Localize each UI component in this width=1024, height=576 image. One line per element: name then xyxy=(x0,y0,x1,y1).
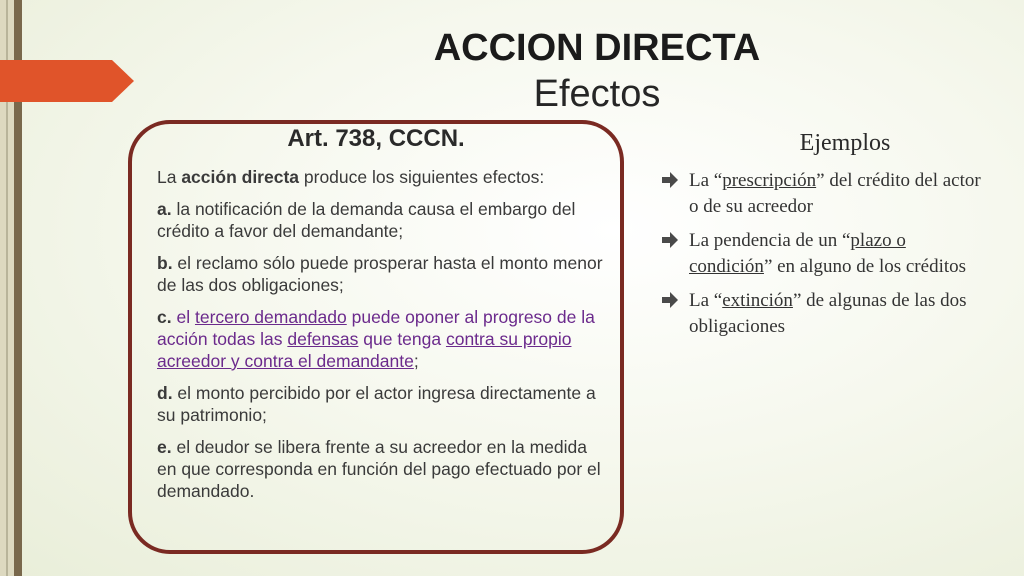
article-intro xyxy=(157,166,609,188)
bullet-underlined: prescripción xyxy=(722,170,817,191)
item-d xyxy=(157,382,609,426)
item-text: ; xyxy=(413,351,419,371)
item-letter: c. xyxy=(157,307,172,327)
article-heading: Art. 738, CCCN. xyxy=(287,125,465,152)
bullet-text: La pendencia de un “ xyxy=(689,230,851,251)
item-text: el reclamo sólo puede prosperar hasta el monto menor de las dos obligaciones; xyxy=(157,253,603,295)
article-body xyxy=(157,166,609,512)
link-tercero-demandado[interactable]: tercero demandado xyxy=(194,307,347,327)
bullet-underlined: extinción xyxy=(722,290,793,311)
bullet-underlined: plazo o condición xyxy=(689,230,906,277)
item-text: la notificación de la demanda causa el embargo del crédito a favor del demandante; xyxy=(157,199,576,241)
arrow-right-icon xyxy=(662,171,678,189)
item-c xyxy=(157,306,609,372)
arrow-right-icon xyxy=(662,291,678,309)
item-text: el deudor se libera frente a su acreedor en la medida en que corresponda en función del pago efectuado por el demandado. xyxy=(157,437,601,501)
list-item xyxy=(662,288,992,340)
list-item xyxy=(662,228,992,280)
slide-title: ACCION DIRECTA xyxy=(433,27,761,69)
item-text: puede oponer al progreso de la acción todas las xyxy=(157,307,595,349)
item-b xyxy=(157,252,609,296)
item-a xyxy=(157,198,609,242)
link-defensas[interactable]: defensas xyxy=(287,329,359,349)
intro-suffix: produce los siguientes efectos: xyxy=(299,167,545,187)
examples-list xyxy=(662,168,992,348)
bullet-text: ” de algunas de las dos obligaciones xyxy=(689,290,967,337)
item-e xyxy=(157,436,609,502)
slide-subtitle: Efectos xyxy=(533,73,661,115)
list-item xyxy=(662,168,992,220)
arrow-right-icon xyxy=(662,231,678,249)
item-letter: b. xyxy=(157,253,173,273)
bullet-text: ” en alguno de los créditos xyxy=(763,256,967,277)
item-letter: e. xyxy=(157,437,172,457)
intro-bold: acción directa xyxy=(181,167,300,187)
item-letter: a. xyxy=(157,199,172,219)
intro-prefix: La xyxy=(157,167,182,187)
item-letter: d. xyxy=(157,383,173,403)
item-text: el xyxy=(171,307,195,327)
decor-arrow-shape xyxy=(0,60,134,102)
bullet-text: La “ xyxy=(689,170,723,191)
item-text: el monto percibido por el actor ingresa directamente a su patrimonio; xyxy=(157,383,596,425)
bullet-text: ” del crédito del actor o de su acreedor xyxy=(689,170,981,217)
bullet-text: La “ xyxy=(689,290,723,311)
link-contra-acreedor[interactable]: contra su propio acreedor y contra el demandante xyxy=(157,329,572,371)
examples-heading: Ejemplos xyxy=(799,130,891,156)
item-text: que tenga xyxy=(358,329,446,349)
